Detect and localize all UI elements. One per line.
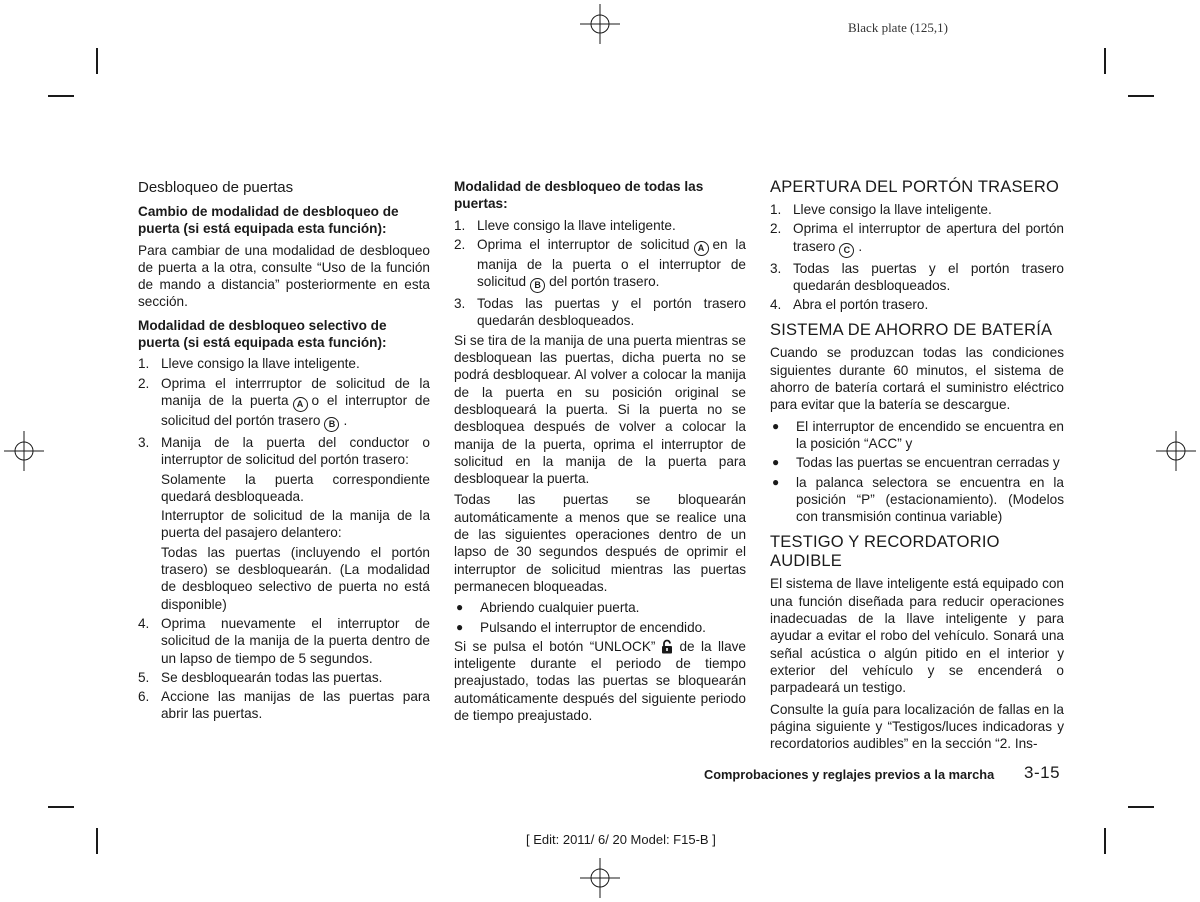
paragraph: Cuando se produzcan todas las condiciones siguientes durante 60 minutos, el sistema de ahorro de batería cortará el suministro eléctrico para evitar que la batería se descargue. xyxy=(770,345,1064,413)
text-fragment: . xyxy=(343,412,348,428)
bullet-item xyxy=(770,474,1064,526)
list-text xyxy=(793,220,1064,257)
bullet-icon: ● xyxy=(772,418,780,433)
column-1 xyxy=(138,178,430,725)
list-item xyxy=(138,669,430,686)
text-fragment: de la llave inteligente durante el periodo de tiempo preajustado, todas las puertas se bloquearán automáticamente después del siguiente periodo de tiempo preajustado. xyxy=(454,638,746,724)
list-number: 1. xyxy=(454,217,466,233)
list-item xyxy=(770,260,1064,295)
list-text: Lleve consigo la llave inteligente. xyxy=(161,356,360,372)
list-number: 3. xyxy=(770,260,782,276)
list-item xyxy=(454,295,746,330)
list-number: 5. xyxy=(138,669,150,685)
crop-mark xyxy=(1104,48,1106,74)
badge-b-icon: B xyxy=(324,417,339,432)
crosshair-icon xyxy=(1156,431,1196,471)
list-number: 2. xyxy=(454,236,466,252)
badge-a-icon: A xyxy=(694,241,709,256)
list-text: Se desbloquearán todas las puertas. xyxy=(161,669,383,685)
bullet-icon: ● xyxy=(772,455,780,470)
list-text: Todas las puertas y el portón trasero quedarán desbloqueados. xyxy=(477,296,746,329)
sub-paragraph: Interruptor de solicitud de la manija de la puerta del pasajero delantero: xyxy=(161,508,430,541)
bullet-icon: ● xyxy=(772,474,780,489)
text-fragment: . xyxy=(858,238,863,254)
sub-paragraph: Todas las puertas (incluyendo el portón trasero) se desbloquearán. (La modalidad de desbloqueo selectivo de puerta no está disponible) xyxy=(161,544,430,612)
list-number: 3. xyxy=(454,296,466,312)
paragraph: Si se tira de la manija de una puerta mientras se desbloquean las puertas, dicha puerta no se podrá desbloquear. Al volver a colocar la manija de la puerta en su posición original se desbloqueará la puerta. Si la puerta no se desbloquea después de volver a colocar la manija de la puerta, oprima el interruptor de solicitud en la manija de la puerta para desbloquear la puerta. xyxy=(454,332,746,487)
list-number: 3. xyxy=(138,434,150,450)
list-number: 6. xyxy=(138,689,150,705)
list-item xyxy=(138,688,430,723)
text-fragment: o el interruptor de solicitud del portón trasero xyxy=(161,392,431,428)
text-fragment: Oprima el interruptor de apertura del portón trasero xyxy=(793,221,1064,254)
list-number: 1. xyxy=(770,202,782,217)
bullet-text: Todas las puertas se encuentran cerradas y xyxy=(796,455,1060,471)
list-text: Manija de la puerta del conductor o interruptor de solicitud del portón trasero: xyxy=(161,434,430,468)
unlock-icon xyxy=(661,639,673,654)
list-item xyxy=(138,375,430,432)
numbered-list xyxy=(138,355,430,722)
list-text: Lleve consigo la llave inteligente. xyxy=(793,202,992,217)
section-heading: TESTIGO Y RECORDATORIO AUDIBLE xyxy=(770,533,1000,571)
list-text xyxy=(477,236,746,293)
paragraph: Todas las puertas se bloquearán automáticamente a menos que se realice una de las siguientes operaciones dentro de un lapso de 30 segundos después de oprimir el interruptor de solicitud mientras las puertas permanecen bloqueadas. xyxy=(454,492,746,594)
bullet-text: la palanca selectora se encuentra en la posición “P” (estacionamiento). (Modelos con transmisión continua variable) xyxy=(796,474,1064,525)
subsection-heading: Modalidad de desbloqueo selectivo de puerta (si está equipada esta función): xyxy=(138,317,387,351)
text-fragment: Si se pulsa el botón “UNLOCK” xyxy=(454,638,656,654)
numbered-list xyxy=(770,201,1064,313)
edit-info: [ Edit: 2011/ 6/ 20 Model: F15-B ] xyxy=(526,832,716,847)
list-item xyxy=(454,236,746,293)
section-title: Desbloqueo de puertas xyxy=(138,179,294,196)
list-item xyxy=(138,615,430,667)
list-text: Accione las manijas de las puertas para abrir las puertas. xyxy=(161,689,430,722)
text-fragment: Oprima el interrruptor de solicitud de la manija de la puerta xyxy=(161,375,430,408)
text-fragment: del portón trasero. xyxy=(549,274,660,290)
list-item xyxy=(454,217,746,234)
bullet-text: El interruptor de encendido se encuentra en la posición “ACC” y xyxy=(796,418,1064,451)
bullet-text: Pulsando el interruptor de encendido. xyxy=(480,619,706,635)
list-text xyxy=(161,375,430,432)
crop-mark xyxy=(96,48,98,74)
paragraph: Consulte la guía para localización de fallas en la página siguiente y “Testigos/luces indicadoras y recordatorios audibles” en la sección “2. Ins- xyxy=(770,701,1064,752)
bullet-item xyxy=(770,454,1064,471)
column-3 xyxy=(770,178,1064,756)
badge-a-icon: A xyxy=(293,397,308,412)
list-item xyxy=(138,355,430,372)
text-fragment: en la manija de la puerta o el interruptor de solicitud xyxy=(477,236,746,290)
crop-mark xyxy=(48,95,74,97)
paragraph xyxy=(454,638,746,724)
list-item xyxy=(138,434,430,469)
section-heading: APERTURA DEL PORTÓN TRASERO xyxy=(770,178,1060,196)
list-text: Todas las puertas y el portón trasero quedarán desbloqueados. xyxy=(793,260,1064,293)
list-item xyxy=(770,296,1064,313)
crop-mark xyxy=(1128,95,1154,97)
bullet-icon: ● xyxy=(456,600,464,615)
text-fragment: Oprima el interruptor de solicitud xyxy=(477,236,690,252)
badge-b-icon: B xyxy=(530,278,545,293)
list-item xyxy=(770,220,1064,257)
crosshair-icon xyxy=(4,431,44,471)
bullet-item xyxy=(454,599,746,616)
list-text: Abra el portón trasero. xyxy=(793,297,929,313)
column-2 xyxy=(454,178,746,728)
section-heading: SISTEMA DE AHORRO DE BATERÍA xyxy=(770,321,1053,340)
list-number: 1. xyxy=(138,356,150,372)
crosshair-icon xyxy=(580,4,620,44)
section-footer: Comprobaciones y reglajes previos a la marcha xyxy=(704,767,995,782)
bullet-item xyxy=(454,619,746,636)
plate-label: Black plate (125,1) xyxy=(848,20,948,35)
list-number: 2. xyxy=(138,375,150,391)
bullet-item xyxy=(770,418,1064,453)
crop-mark xyxy=(48,806,74,808)
list-number: 4. xyxy=(770,297,782,313)
subsection-heading: Cambio de modalidad de desbloqueo de puerta (si está equipada esta función): xyxy=(138,204,399,237)
crosshair-icon xyxy=(580,858,620,898)
subsection-heading: Modalidad de desbloqueo de todas las puertas: xyxy=(454,179,704,212)
list-number: 2. xyxy=(770,221,782,237)
crop-mark xyxy=(1128,806,1154,808)
crop-mark xyxy=(1104,828,1106,854)
list-item xyxy=(770,201,1064,218)
sub-paragraph: Solamente la puerta correspondiente quedará desbloqueada. xyxy=(161,471,430,504)
crop-mark xyxy=(96,828,98,854)
list-number: 4. xyxy=(138,615,150,631)
list-text: Oprima nuevamente el interruptor de solicitud de la manija de la puerta dentro de un lapso de tiempo de 5 segundos. xyxy=(161,615,430,666)
paragraph: Para cambiar de una modalidad de desbloqueo de puerta a la otra, consulte “Uso de la función de mando a distancia” posteriormente en esta sección. xyxy=(138,242,430,310)
list-text: Lleve consigo la llave inteligente. xyxy=(477,217,676,233)
page-number: 3-15 xyxy=(1024,763,1061,782)
bullet-text: Abriendo cualquier puerta. xyxy=(480,600,640,616)
numbered-list xyxy=(454,217,746,330)
bullet-icon: ● xyxy=(456,619,464,634)
badge-c-icon: C xyxy=(839,243,854,258)
paragraph: El sistema de llave inteligente está equipado con una función diseñada para reducir operaciones inadecuadas de la llave inteligente y para ayudar a evitar el robo del vehículo. Sonará una señal acústica o algún pitido en el interior y exterior del vehículo y se encenderá o parpadeará un testigo. xyxy=(770,576,1064,696)
